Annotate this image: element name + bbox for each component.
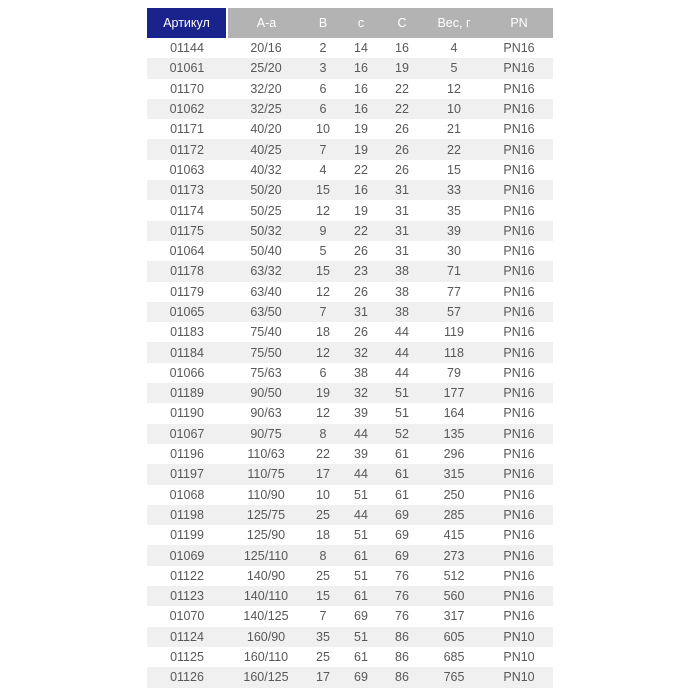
table-cell: 44 (395, 325, 409, 340)
table-cell: 38 (354, 365, 368, 380)
table-row (147, 525, 553, 545)
table-cell: 40/25 (250, 142, 282, 157)
table-cell: PN16 (503, 609, 535, 624)
table-cell: 125/75 (246, 507, 286, 522)
table-cell: 01174 (170, 203, 204, 218)
table-cell: 110/90 (247, 487, 285, 502)
table-cell: PN16 (503, 61, 535, 76)
table-cell: PN16 (503, 467, 535, 482)
table-cell: 61 (395, 467, 409, 482)
column-header-weight: Вес, г (423, 8, 485, 38)
column-header-b: B (305, 8, 341, 38)
table-cell: 4 (319, 162, 327, 177)
table-row (147, 545, 553, 565)
dimensions-spec-table (147, 8, 553, 688)
table-cell: 71 (447, 264, 461, 279)
table-cell: 61 (395, 487, 409, 502)
table-cell: 61 (354, 548, 368, 563)
table-cell: 40/32 (250, 162, 282, 177)
table-cell: 01068 (169, 487, 205, 502)
table-cell: PN16 (503, 345, 535, 360)
table-cell: 31 (395, 183, 409, 198)
table-cell: 26 (354, 325, 368, 340)
table-cell: 8 (319, 548, 327, 563)
table-row (147, 38, 553, 58)
table-cell: 90/75 (250, 426, 282, 441)
table-row (147, 302, 553, 322)
table-cell: 10 (316, 122, 330, 137)
table-cell: 16 (395, 41, 409, 56)
table-cell: 40/20 (250, 122, 282, 137)
table-row (147, 322, 553, 342)
table-cell: 01198 (170, 507, 204, 522)
table-cell: 01065 (169, 305, 205, 319)
table-cell: PN16 (503, 386, 535, 401)
table-cell: 51 (354, 629, 368, 644)
table-cell: 51 (354, 568, 368, 583)
table-row (147, 667, 553, 687)
table-cell: 01171 (170, 122, 204, 137)
table-cell: PN16 (503, 406, 535, 421)
table-cell: 7 (319, 305, 327, 319)
table-cell: 75/40 (250, 325, 282, 340)
table-row (147, 383, 553, 403)
table-cell: 25 (316, 507, 330, 522)
table-cell: 317 (443, 609, 465, 624)
table-cell: 01190 (170, 406, 204, 421)
table-cell: PN16 (503, 142, 535, 157)
table-row (147, 424, 553, 444)
table-cell: PN16 (503, 41, 535, 56)
table-cell: 32/25 (250, 102, 282, 117)
column-header-article: Артикул (147, 8, 227, 38)
table-cell: 32/20 (250, 81, 282, 96)
table-row (147, 342, 553, 362)
table-cell: 19 (354, 142, 368, 157)
table-cell: 31 (395, 244, 409, 259)
table-cell: 38 (395, 264, 409, 279)
table-cell: 30 (447, 244, 461, 259)
table-cell: 125/90 (246, 528, 286, 543)
table-cell: 01170 (170, 81, 204, 96)
table-cell: PN16 (503, 528, 535, 543)
table-cell: PN16 (503, 203, 535, 218)
table-row (147, 363, 553, 383)
table-cell: 61 (395, 447, 409, 462)
table-cell: 118 (444, 345, 464, 360)
table-cell: 415 (443, 528, 465, 543)
table-cell: 12 (447, 81, 461, 96)
table-cell: 26 (395, 162, 409, 177)
table-row (147, 566, 553, 586)
table-row (147, 241, 553, 261)
table-cell: 12 (316, 345, 330, 360)
table-cell: 38 (395, 305, 409, 319)
table-cell: 685 (443, 650, 465, 665)
table-cell: 38 (395, 284, 409, 299)
table-cell: 19 (354, 203, 368, 218)
table-cell: 44 (354, 507, 368, 522)
table-cell: PN16 (503, 223, 535, 238)
table-cell: 69 (354, 670, 368, 685)
table-cell: 26 (354, 284, 368, 299)
table-cell: 26 (395, 142, 409, 157)
table-row (147, 282, 553, 302)
table-cell: 51 (395, 386, 409, 401)
table-row (147, 139, 553, 159)
table-cell: 605 (443, 629, 465, 644)
table-cell: PN16 (503, 264, 535, 279)
table-cell: 33 (447, 183, 461, 198)
table-cell: 135 (443, 426, 465, 441)
table-cell: 296 (443, 447, 465, 462)
table-cell: 35 (316, 629, 330, 644)
table-cell: 18 (316, 325, 330, 340)
table-cell: 63/50 (250, 305, 282, 319)
table-cell: PN16 (503, 325, 535, 340)
table-cell: PN10 (503, 670, 535, 685)
table-cell: 250 (443, 487, 465, 502)
table-cell: 12 (316, 203, 330, 218)
table-cell: 90/50 (250, 386, 282, 401)
table-cell: 22 (354, 162, 368, 177)
table-cell: 75/63 (250, 365, 282, 380)
table-row (147, 485, 553, 505)
table-cell: 01122 (170, 568, 204, 583)
table-cell: 19 (354, 122, 368, 137)
table-cell: 6 (319, 81, 327, 96)
table-cell: 01173 (170, 183, 204, 198)
table-cell: PN16 (503, 183, 535, 198)
table-cell: 177 (443, 386, 465, 401)
table-cell: 01183 (170, 325, 204, 340)
header-row (147, 8, 553, 38)
table-cell: 23 (354, 264, 368, 279)
table-cell: 140/125 (243, 609, 289, 624)
table-cell: 16 (354, 102, 368, 117)
table-cell: 77 (447, 284, 461, 299)
table-cell: 50/25 (250, 203, 282, 218)
table-cell: 86 (395, 629, 409, 644)
table-cell: 19 (395, 61, 409, 76)
table-cell: 39 (447, 223, 461, 238)
table-cell: PN16 (503, 162, 535, 177)
table-cell: 44 (395, 345, 409, 360)
table-cell: 44 (354, 467, 368, 482)
table-cell: 119 (444, 325, 464, 340)
table-cell: 22 (395, 81, 409, 96)
table-cell: 76 (395, 568, 409, 583)
table-cell: 15 (447, 162, 461, 177)
column-header-c-lower: c (341, 8, 381, 38)
table-cell: PN10 (503, 650, 535, 665)
table-cell: 57 (447, 305, 461, 319)
table-cell: PN16 (503, 548, 535, 563)
table-cell: PN16 (503, 426, 535, 441)
table-cell: 140/90 (246, 568, 286, 583)
table-cell: 61 (354, 589, 368, 604)
table-cell: 63/40 (250, 284, 282, 299)
table-cell: 10 (316, 487, 330, 502)
table-cell: PN10 (503, 629, 535, 644)
table-cell: 01197 (170, 467, 204, 482)
table-row (147, 464, 553, 484)
column-header-a-a: A-a (227, 8, 305, 38)
table-cell: 01062 (169, 102, 205, 117)
table-row (147, 200, 553, 220)
table-cell: PN16 (503, 487, 535, 502)
table-row (147, 444, 553, 464)
table-cell: 6 (319, 365, 327, 380)
table-cell: 18 (316, 528, 330, 543)
table-cell: 50/20 (250, 183, 282, 198)
table-cell: PN16 (503, 589, 535, 604)
table-cell: 16 (354, 81, 368, 96)
table-cell: PN16 (503, 507, 535, 522)
table-cell: 01069 (169, 548, 205, 563)
table-cell: 69 (395, 528, 409, 543)
table-cell: 01064 (169, 244, 205, 259)
table-cell: 7 (319, 142, 327, 157)
table-cell: 35 (447, 203, 461, 218)
table-cell: 765 (443, 670, 465, 685)
table-cell: 01126 (170, 670, 204, 685)
table-row (147, 261, 553, 281)
table-cell: 01066 (169, 365, 205, 380)
table-cell: 12 (316, 406, 330, 421)
table-cell: PN16 (503, 284, 535, 299)
table-cell: 285 (443, 507, 465, 522)
table-row (147, 647, 553, 667)
table-cell: 16 (354, 183, 368, 198)
column-header-pn: PN (485, 8, 553, 38)
table-cell: 01178 (170, 264, 204, 279)
table-cell: 51 (354, 487, 368, 502)
table-row (147, 79, 553, 99)
table-cell: 273 (443, 548, 465, 563)
table-cell: PN16 (503, 244, 535, 259)
table-cell: 26 (354, 244, 368, 259)
table-cell: 5 (450, 61, 458, 76)
table-cell: 125/110 (243, 548, 289, 563)
table-cell: 01067 (169, 426, 205, 441)
table-cell: PN16 (503, 568, 535, 583)
table-cell: 14 (354, 41, 368, 56)
table-cell: 164 (443, 406, 465, 421)
table-cell: 01070 (169, 609, 205, 624)
table-cell: 31 (395, 203, 409, 218)
column-header-c-upper: C (381, 8, 423, 38)
table-cell: 76 (395, 609, 409, 624)
table-row (147, 221, 553, 241)
table-cell: 01172 (170, 142, 204, 157)
table-cell: 52 (395, 426, 409, 441)
table-cell: 90/63 (250, 406, 282, 421)
table-cell: 50/32 (250, 223, 282, 238)
table-cell: 44 (395, 365, 409, 380)
table-cell: PN16 (503, 365, 535, 380)
table-cell: 25 (316, 568, 330, 583)
table-cell: 8 (319, 426, 327, 441)
table-cell: 32 (354, 345, 368, 360)
table-cell: 63/32 (250, 264, 282, 279)
table-cell: 21 (447, 122, 461, 137)
table-cell: 9 (319, 223, 327, 238)
table-cell: PN16 (503, 122, 535, 137)
table-row (147, 119, 553, 139)
table-cell: 01179 (170, 284, 204, 299)
table-cell: PN16 (503, 305, 535, 319)
table-cell: 17 (316, 467, 330, 482)
table-cell: 22 (354, 223, 368, 238)
table-header (147, 8, 553, 38)
table-row (147, 99, 553, 119)
table-cell: 69 (395, 507, 409, 522)
table-cell: 31 (354, 305, 368, 319)
table-row (147, 606, 553, 626)
table-cell: 16 (354, 61, 368, 76)
table-cell: 6 (319, 102, 327, 117)
table-cell: 160/90 (246, 629, 286, 644)
table-row (147, 58, 553, 78)
table-row (147, 586, 553, 606)
table-cell: 76 (395, 589, 409, 604)
table-row (147, 627, 553, 647)
table-row (147, 403, 553, 423)
table-cell: 25/20 (250, 61, 282, 76)
table-cell: PN16 (503, 81, 535, 96)
table-cell: 69 (354, 609, 368, 624)
table-cell: 39 (354, 447, 368, 462)
table-row (147, 505, 553, 525)
table-cell: 22 (395, 102, 409, 117)
table-cell: 39 (354, 406, 368, 421)
table-cell: 26 (395, 122, 409, 137)
table-cell: 19 (316, 386, 330, 401)
table-cell: 17 (316, 670, 330, 685)
table-cell: 512 (443, 568, 465, 583)
table-cell: 32 (354, 386, 368, 401)
table-body (147, 38, 553, 688)
table-cell: 51 (354, 528, 368, 543)
table-cell: 10 (447, 102, 461, 117)
table-cell: 01144 (170, 41, 204, 56)
table-cell: 12 (316, 284, 330, 299)
table-cell: 51 (395, 406, 409, 421)
table-cell: 01063 (169, 162, 205, 177)
table-cell: 75/50 (250, 345, 282, 360)
table-cell: 15 (316, 589, 330, 604)
table-cell: 44 (354, 426, 368, 441)
table-cell: 7 (319, 609, 327, 624)
table-cell: 01175 (170, 223, 204, 238)
table-row (147, 180, 553, 200)
table-cell: 69 (395, 548, 409, 563)
table-cell: 61 (354, 650, 368, 665)
table-cell: 01061 (169, 61, 205, 76)
table-cell: 560 (443, 589, 465, 604)
table-cell: 5 (319, 244, 327, 259)
table-cell: 50/40 (250, 244, 282, 259)
table-cell: 160/110 (243, 650, 289, 665)
table-cell: 01125 (170, 650, 204, 665)
table-cell: 140/110 (243, 589, 289, 604)
table-cell: 01124 (170, 629, 204, 644)
table-cell: 15 (316, 264, 330, 279)
table-cell: 86 (395, 650, 409, 665)
table-cell: PN16 (503, 447, 535, 462)
table-cell: 01123 (170, 589, 204, 604)
table-cell: 2 (319, 41, 327, 56)
table-cell: 31 (395, 223, 409, 238)
table-cell: 315 (443, 467, 465, 482)
table-cell: 4 (450, 41, 458, 56)
table-cell: PN16 (503, 102, 535, 117)
table-cell: 22 (447, 142, 461, 157)
table-cell: 01199 (170, 528, 204, 543)
table-cell: 22 (316, 447, 330, 462)
table-row (147, 160, 553, 180)
table-cell: 3 (319, 61, 327, 76)
table-cell: 01189 (170, 386, 204, 401)
table-cell: 110/75 (247, 467, 285, 482)
table-cell: 79 (447, 365, 461, 380)
table-cell: 01184 (170, 345, 204, 360)
table-cell: 160/125 (243, 670, 289, 685)
table-cell: 01196 (170, 447, 204, 462)
table-cell: 20/16 (250, 41, 282, 56)
table-cell: 110/63 (247, 447, 285, 462)
table-cell: 25 (316, 650, 330, 665)
table-cell: 15 (316, 183, 330, 198)
table-cell: 86 (395, 670, 409, 685)
